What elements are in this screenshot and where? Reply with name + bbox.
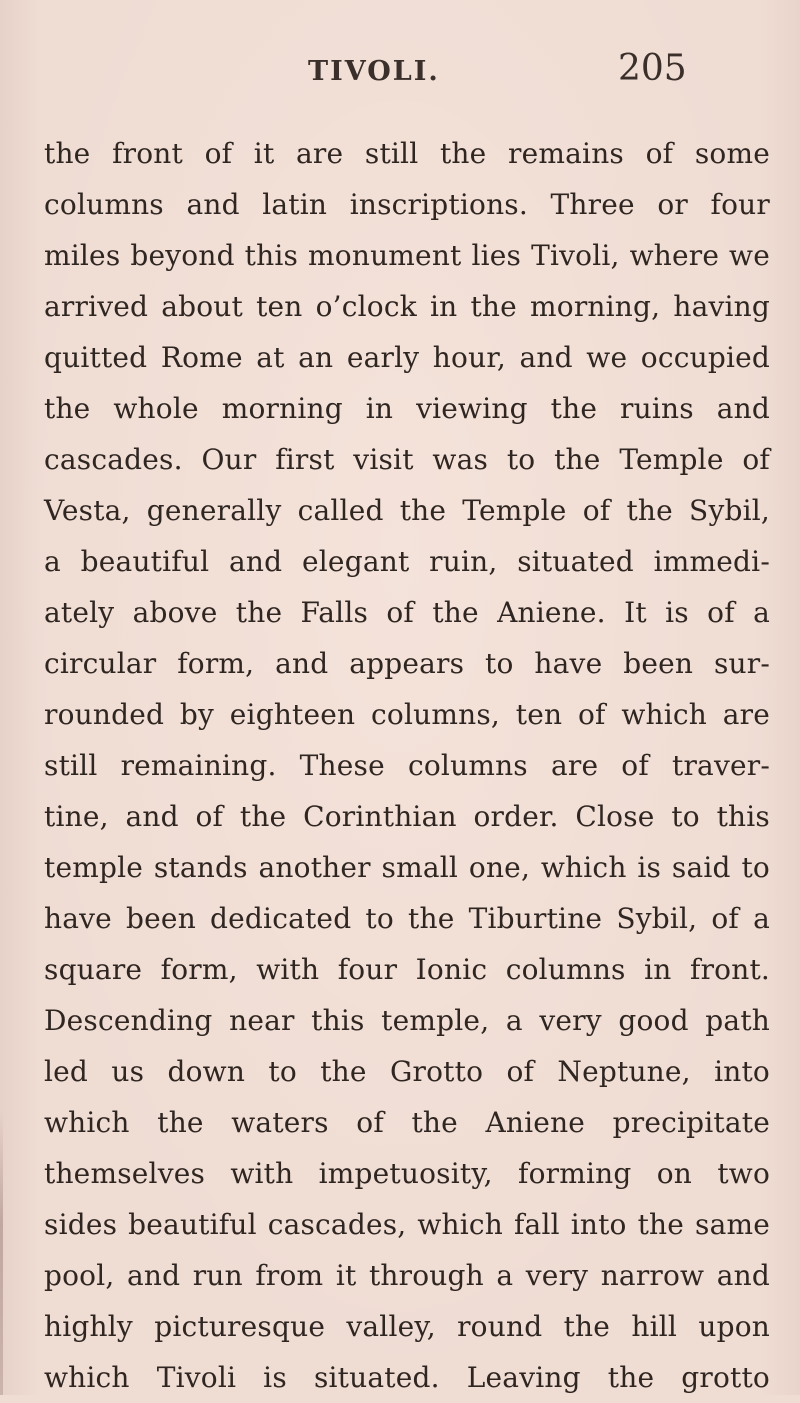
text-line: columns and latin inscriptions. Three or four	[44, 188, 770, 221]
text-line: tine, and of the Corinthian order. Close to this	[44, 800, 770, 833]
text-line: temple stands another small one, which is said to	[44, 851, 770, 884]
text-line: miles beyond this monument lies Tivoli, where we	[44, 239, 770, 272]
text-line: quitted Rome at an early hour, and we occupied	[44, 341, 770, 374]
text-line: which Tivoli is situated. Leaving the grotto	[44, 1361, 770, 1394]
text-line: have been dedicated to the Tiburtine Sybil, of a	[44, 902, 770, 935]
text-line: the whole morning in viewing the ruins and	[44, 392, 770, 425]
text-line: highly picturesque valley, round the hill upon	[44, 1310, 770, 1343]
text-line: still remaining. These columns are of traver-	[44, 749, 770, 782]
text-line: cascades. Our first visit was to the Temple of	[44, 443, 770, 476]
text-line: Descending near this temple, a very good path	[44, 1004, 770, 1037]
running-head: TIVOLI.	[308, 56, 440, 87]
page-number: 205	[618, 48, 687, 89]
page-header	[0, 48, 800, 96]
text-line: Vesta, generally called the Temple of the Sybil,	[44, 494, 770, 527]
text-line: arrived about ten o’clock in the morning, having	[44, 290, 770, 323]
text-line: ately above the Falls of the Aniene. It is of a	[44, 596, 770, 629]
text-line: a beautiful and elegant ruin, situated immedi-	[44, 545, 770, 578]
text-line: square form, with four Ionic columns in front.	[44, 953, 770, 986]
page-edge-shadow	[0, 1110, 3, 1395]
text-line: the front of it are still the remains of some	[44, 137, 770, 170]
text-line: rounded by eighteen columns, ten of which are	[44, 698, 770, 731]
body-text	[44, 128, 770, 1403]
text-line: circular form, and appears to have been sur-	[44, 647, 770, 680]
text-line: sides beautiful cascades, which fall into the same	[44, 1208, 770, 1241]
text-line: which the waters of the Aniene precipitate	[44, 1106, 770, 1139]
text-line: themselves with impetuosity, forming on two	[44, 1157, 770, 1190]
text-line: pool, and run from it through a very narrow and	[44, 1259, 770, 1292]
text-line: led us down to the Grotto of Neptune, into	[44, 1055, 770, 1088]
